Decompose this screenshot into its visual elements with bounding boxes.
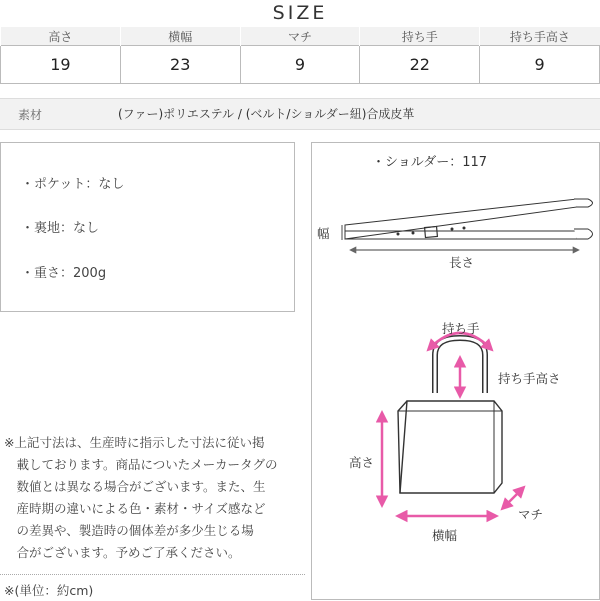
header-handle-height: 持ち手高さ xyxy=(480,27,600,46)
note-line: 数値とは異なる場合がございます。また、生 xyxy=(4,479,266,494)
info-weight: ・重さ：200g xyxy=(21,266,107,281)
strap-width-label: 幅 xyxy=(317,226,330,241)
header-height: 高さ xyxy=(1,27,121,46)
bag-icon xyxy=(398,338,502,493)
size-header-row xyxy=(1,27,600,46)
size-title: SIZE xyxy=(272,2,328,24)
value-width: 23 xyxy=(120,46,240,84)
unit-note: ※(単位：約cm) xyxy=(4,583,94,598)
diagram-box xyxy=(311,142,600,600)
info-box xyxy=(0,142,295,312)
note-line: 産時期の違いによる色・素材・サイズ感など xyxy=(4,501,266,516)
note-line: ※上記寸法は、生産時に指示した寸法に従い掲 xyxy=(4,435,265,450)
info-pocket: ・ポケット：なし xyxy=(21,177,125,192)
value-height: 19 xyxy=(1,46,121,84)
gusset-label: マチ xyxy=(518,507,544,522)
material-value: (ファー)ポリエステル / (ベルト/ショルダー紐)合成皮革 xyxy=(118,107,415,121)
handle-label: 持ち手 xyxy=(442,321,480,336)
material-row xyxy=(0,98,600,130)
header-gusset: マチ xyxy=(240,27,360,46)
strap-length-label: 長さ xyxy=(449,255,475,270)
size-table xyxy=(0,27,600,84)
value-gusset: 9 xyxy=(240,46,360,84)
note-line: 合がございます。予めご了承ください。 xyxy=(4,545,241,560)
size-note xyxy=(4,432,300,564)
body-width-label: 横幅 xyxy=(432,528,458,543)
header-width: 横幅 xyxy=(120,27,240,46)
size-value-row xyxy=(1,46,600,84)
value-handle: 22 xyxy=(360,46,480,84)
note-line: の差異や、製造時の個体差が多少生じる場 xyxy=(4,523,254,538)
info-lining: ・裏地：なし xyxy=(21,221,100,236)
header-handle: 持ち手 xyxy=(360,27,480,46)
note-line: 載しております。商品についたメーカータグの xyxy=(4,457,278,472)
divider xyxy=(0,574,305,575)
handle-height-label: 持ち手高さ xyxy=(498,371,561,386)
shoulder-strap-icon xyxy=(345,199,593,239)
height-label: 高さ xyxy=(349,455,375,470)
value-handle-height: 9 xyxy=(480,46,600,84)
shoulder-label: ・ショルダー：117 xyxy=(372,155,488,170)
material-label: 素材 xyxy=(18,108,43,122)
